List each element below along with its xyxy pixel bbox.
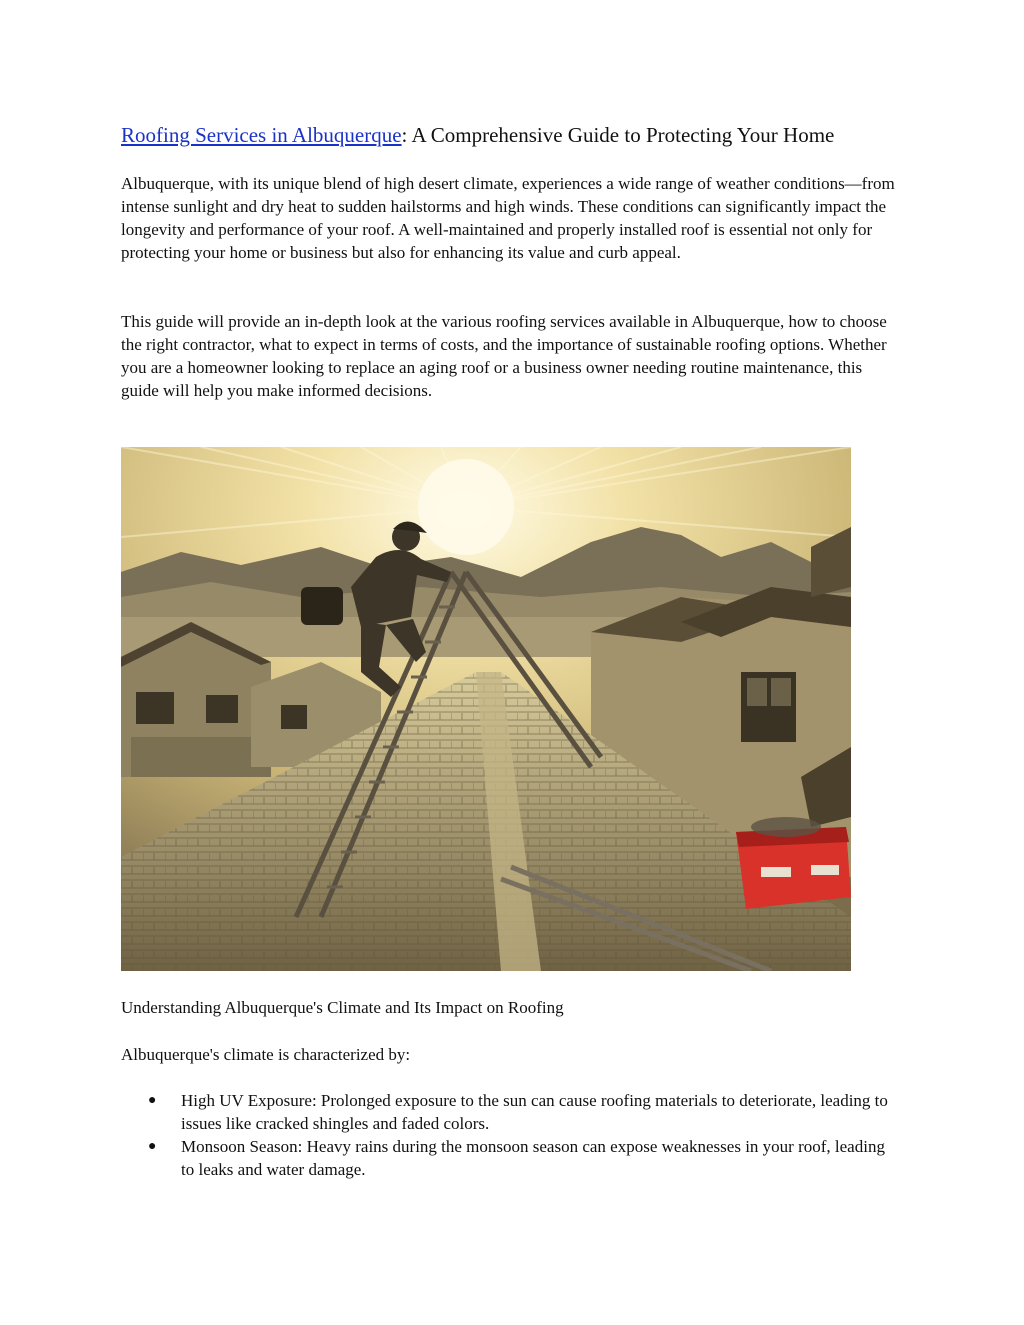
- list-item: [121, 1135, 901, 1181]
- list-item-text: Monsoon Season: Heavy rains during the monsoon season can expose weaknesses in your roof, leading to leaks and water damage.: [181, 1137, 885, 1179]
- climate-intro: Albuquerque's climate is characterized by:: [121, 1045, 411, 1064]
- bullet-icon: ●: [148, 1093, 157, 1108]
- section-subheading: Understanding Albuquerque's Climate and Its Impact on Roofing: [121, 998, 564, 1017]
- document-title: [121, 121, 921, 149]
- list-item-text: High UV Exposure: Prolonged exposure to the sun can cause roofing materials to deteriorate, leading to issues like cracked shingles and faded colors.: [181, 1091, 888, 1133]
- climate-list: [121, 1089, 901, 1181]
- guide-paragraph: This guide will provide an in-depth look at the various roofing services available in Albuquerque, how to choose the right contractor, what to expect in terms of costs, and the importance of sustainable roofing options. Whether you are a homeowner looking to replace an aging roof or a business owner needing routine maintenance, this guide will help you make informed decisions.: [121, 312, 887, 400]
- bullet-icon: ●: [148, 1139, 157, 1154]
- title-rest: : A Comprehensive Guide to Protecting Your Home: [401, 123, 835, 147]
- roofer-illustration: [121, 447, 851, 971]
- title-link[interactable]: Roofing Services in Albuquerque: [121, 123, 402, 147]
- intro-paragraph: Albuquerque, with its unique blend of high desert climate, experiences a wide range of weather conditions—from intense sunlight and dry heat to sudden hailstorms and high winds. These conditions can significantly impact the longevity and performance of your roof. A well-maintained and properly installed roof is essential not only for protecting your home or business but also for enhancing its value and curb appeal.: [121, 174, 895, 262]
- list-item: [121, 1089, 901, 1135]
